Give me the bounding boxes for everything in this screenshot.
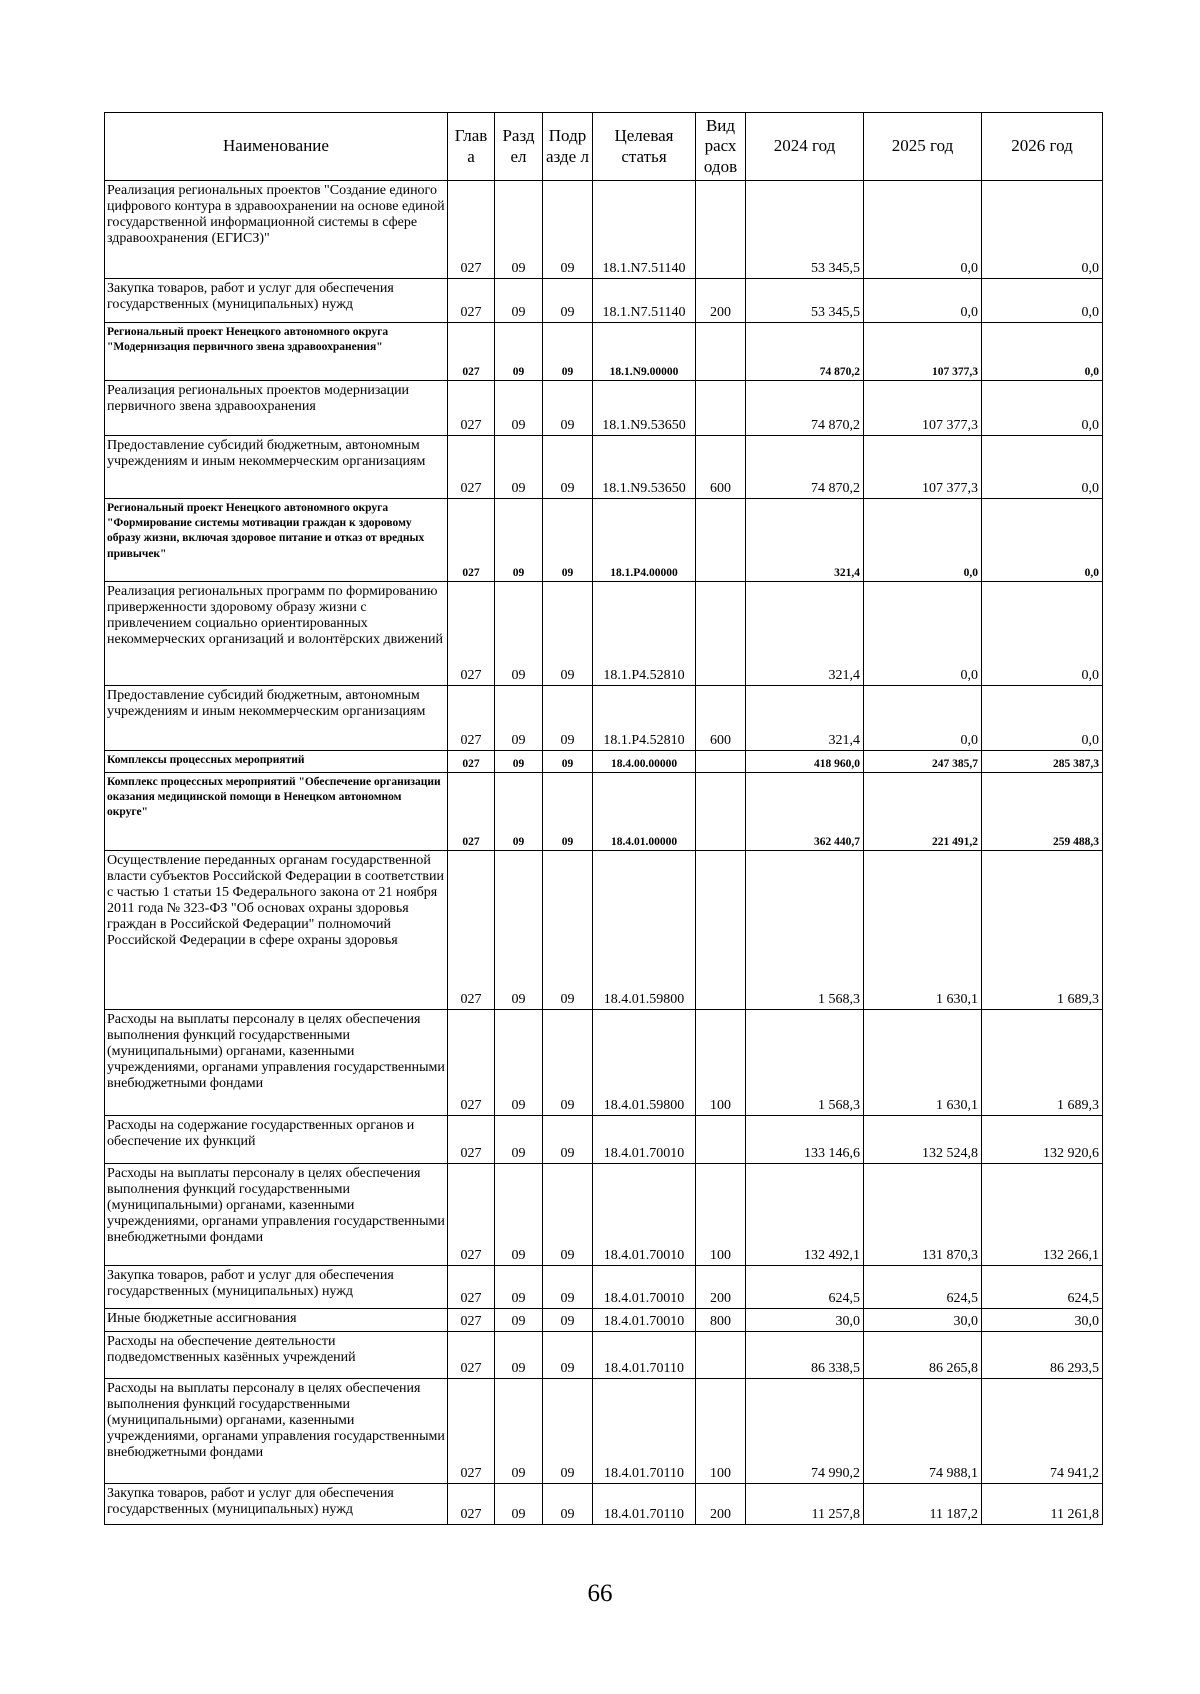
cell-expense-type (696, 773, 746, 851)
table-row (105, 582, 1103, 686)
table-row (105, 1266, 1103, 1309)
cell-2024: 74 870,2 (746, 436, 864, 499)
cell-podrazdel: 09 (543, 1164, 593, 1266)
cell-2026: 0,0 (982, 181, 1103, 279)
cell-target-article: 18.1.N9.00000 (593, 323, 696, 381)
cell-expense-type: 100 (696, 1164, 746, 1266)
cell-target-article: 18.4.01.59800 (593, 1010, 696, 1116)
cell-2025: 0,0 (864, 686, 982, 751)
cell-name: Предоставление субсидий бюджетным, автономным учреждениям и иным некоммерческим организациям (105, 686, 448, 751)
cell-glava: 027 (448, 851, 495, 1010)
cell-2026: 285 387,3 (982, 751, 1103, 773)
cell-glava: 027 (448, 381, 495, 436)
cell-2026: 1 689,3 (982, 851, 1103, 1010)
header-2025: 2025 год (864, 113, 982, 181)
header-podrazdel: Подр азде л (543, 113, 593, 181)
cell-glava: 027 (448, 323, 495, 381)
header-razdel: Разд ел (495, 113, 543, 181)
cell-name: Расходы на выплаты персоналу в целях обеспечения выполнения функций государственными (муниципальными) органами, казенными учреждениями, органами управления государственными внебюджетными фондами (105, 1164, 448, 1266)
cell-glava: 027 (448, 773, 495, 851)
table-row (105, 323, 1103, 381)
cell-2024: 86 338,5 (746, 1332, 864, 1379)
cell-2026: 132 920,6 (982, 1116, 1103, 1164)
cell-target-article: 18.4.01.70010 (593, 1266, 696, 1309)
cell-2024: 321,4 (746, 582, 864, 686)
cell-2026: 0,0 (982, 686, 1103, 751)
budget-table (104, 112, 1103, 1525)
cell-razdel: 09 (495, 181, 543, 279)
cell-podrazdel: 09 (543, 436, 593, 499)
cell-glava: 027 (448, 1309, 495, 1332)
cell-2025: 1 630,1 (864, 1010, 982, 1116)
table-row (105, 1010, 1103, 1116)
cell-podrazdel: 09 (543, 323, 593, 381)
cell-glava: 027 (448, 686, 495, 751)
cell-glava: 027 (448, 1484, 495, 1525)
table-body (105, 181, 1103, 1525)
cell-podrazdel: 09 (543, 1116, 593, 1164)
table-row (105, 1379, 1103, 1484)
cell-razdel: 09 (495, 773, 543, 851)
cell-2026: 259 488,3 (982, 773, 1103, 851)
cell-2026: 0,0 (982, 499, 1103, 582)
cell-expense-type (696, 751, 746, 773)
cell-razdel: 09 (495, 751, 543, 773)
cell-podrazdel: 09 (543, 279, 593, 323)
header-glava: Глав а (448, 113, 495, 181)
cell-2024: 53 345,5 (746, 181, 864, 279)
cell-podrazdel: 09 (543, 1484, 593, 1525)
cell-name: Реализация региональных проектов модернизации первичного звена здравоохранения (105, 381, 448, 436)
cell-2024: 321,4 (746, 499, 864, 582)
table-row (105, 851, 1103, 1010)
cell-podrazdel: 09 (543, 751, 593, 773)
cell-glava: 027 (448, 1332, 495, 1379)
header-name: Наименование (105, 113, 448, 181)
cell-glava: 027 (448, 1379, 495, 1484)
cell-2025: 221 491,2 (864, 773, 982, 851)
cell-target-article: 18.4.00.00000 (593, 751, 696, 773)
cell-podrazdel: 09 (543, 686, 593, 751)
cell-podrazdel: 09 (543, 851, 593, 1010)
cell-razdel: 09 (495, 499, 543, 582)
cell-2025: 30,0 (864, 1309, 982, 1332)
table-row (105, 1484, 1103, 1525)
cell-podrazdel: 09 (543, 582, 593, 686)
cell-razdel: 09 (495, 1266, 543, 1309)
table-row (105, 686, 1103, 751)
cell-2026: 0,0 (982, 323, 1103, 381)
cell-2024: 74 870,2 (746, 323, 864, 381)
cell-2025: 86 265,8 (864, 1332, 982, 1379)
cell-podrazdel: 09 (543, 181, 593, 279)
cell-2025: 132 524,8 (864, 1116, 982, 1164)
cell-2025: 0,0 (864, 279, 982, 323)
cell-2025: 1 630,1 (864, 851, 982, 1010)
cell-glava: 027 (448, 1266, 495, 1309)
cell-2024: 362 440,7 (746, 773, 864, 851)
cell-glava: 027 (448, 499, 495, 582)
cell-2026: 132 266,1 (982, 1164, 1103, 1266)
cell-target-article: 18.1.N7.51140 (593, 181, 696, 279)
cell-razdel: 09 (495, 1379, 543, 1484)
cell-2026: 1 689,3 (982, 1010, 1103, 1116)
cell-podrazdel: 09 (543, 381, 593, 436)
cell-expense-type: 600 (696, 436, 746, 499)
cell-podrazdel: 09 (543, 1332, 593, 1379)
cell-2025: 624,5 (864, 1266, 982, 1309)
cell-razdel: 09 (495, 686, 543, 751)
cell-2026: 0,0 (982, 436, 1103, 499)
cell-expense-type: 800 (696, 1309, 746, 1332)
cell-2026: 624,5 (982, 1266, 1103, 1309)
cell-glava: 027 (448, 582, 495, 686)
table-header-row (105, 113, 1103, 181)
cell-2024: 624,5 (746, 1266, 864, 1309)
cell-name: Расходы на обеспечение деятельности подведомственных казённых учреждений (105, 1332, 448, 1379)
cell-2024: 74 990,2 (746, 1379, 864, 1484)
cell-2026: 30,0 (982, 1309, 1103, 1332)
cell-name: Иные бюджетные ассигнования (105, 1309, 448, 1332)
cell-target-article: 18.1.P4.52810 (593, 686, 696, 751)
cell-expense-type: 100 (696, 1379, 746, 1484)
header-expense-type: Вид расх одов (696, 113, 746, 181)
cell-podrazdel: 09 (543, 1010, 593, 1116)
cell-expense-type: 200 (696, 279, 746, 323)
cell-name: Закупка товаров, работ и услуг для обеспечения государственных (муниципальных) нужд (105, 279, 448, 323)
cell-2024: 1 568,3 (746, 851, 864, 1010)
cell-razdel: 09 (495, 1484, 543, 1525)
cell-2025: 0,0 (864, 181, 982, 279)
cell-glava: 027 (448, 1010, 495, 1116)
cell-expense-type (696, 181, 746, 279)
cell-2024: 133 146,6 (746, 1116, 864, 1164)
cell-name: Комплекс процессных мероприятий "Обеспечение организации оказания медицинской помощи в Ненецком автономном округе" (105, 773, 448, 851)
cell-expense-type: 600 (696, 686, 746, 751)
cell-razdel: 09 (495, 436, 543, 499)
cell-2025: 131 870,3 (864, 1164, 982, 1266)
cell-2024: 30,0 (746, 1309, 864, 1332)
cell-razdel: 09 (495, 1164, 543, 1266)
cell-name: Расходы на выплаты персоналу в целях обеспечения выполнения функций государственными (муниципальными) органами, казенными учреждениями, органами управления государственными внебюджетными фондами (105, 1010, 448, 1116)
cell-target-article: 18.4.01.70010 (593, 1116, 696, 1164)
cell-target-article: 18.4.01.70010 (593, 1309, 696, 1332)
cell-expense-type (696, 1332, 746, 1379)
cell-glava: 027 (448, 1164, 495, 1266)
cell-razdel: 09 (495, 1309, 543, 1332)
cell-name: Реализация региональных программ по формированию приверженности здоровому образу жизни с привлечением социально ориентированных некоммерческих организаций и волонтёрских движений (105, 582, 448, 686)
table-row (105, 436, 1103, 499)
table-row (105, 1309, 1103, 1332)
cell-2024: 418 960,0 (746, 751, 864, 773)
cell-target-article: 18.1.P4.00000 (593, 499, 696, 582)
cell-expense-type: 100 (696, 1010, 746, 1116)
cell-2025: 11 187,2 (864, 1484, 982, 1525)
cell-glava: 027 (448, 751, 495, 773)
cell-2024: 1 568,3 (746, 1010, 864, 1116)
cell-target-article: 18.4.01.70110 (593, 1379, 696, 1484)
cell-2024: 74 870,2 (746, 381, 864, 436)
cell-2024: 132 492,1 (746, 1164, 864, 1266)
table-row (105, 1116, 1103, 1164)
cell-glava: 027 (448, 279, 495, 323)
cell-razdel: 09 (495, 1010, 543, 1116)
cell-2026: 0,0 (982, 279, 1103, 323)
cell-razdel: 09 (495, 1116, 543, 1164)
cell-razdel: 09 (495, 279, 543, 323)
cell-2026: 11 261,8 (982, 1484, 1103, 1525)
cell-target-article: 18.4.01.70110 (593, 1484, 696, 1525)
cell-target-article: 18.1.P4.52810 (593, 582, 696, 686)
cell-expense-type: 200 (696, 1266, 746, 1309)
cell-expense-type (696, 1116, 746, 1164)
cell-2025: 107 377,3 (864, 436, 982, 499)
cell-podrazdel: 09 (543, 1266, 593, 1309)
table-row (105, 1164, 1103, 1266)
cell-target-article: 18.1.N9.53650 (593, 381, 696, 436)
cell-expense-type (696, 499, 746, 582)
table-row (105, 751, 1103, 773)
cell-2025: 247 385,7 (864, 751, 982, 773)
cell-name: Осуществление переданных органам государственной власти субъектов Российской Федерации в соответствии с частью 1 статьи 15 Федерального закона от 21 ноября 2011 года № 323-ФЗ "Об основах охраны здоровья граждан в Российской Федерации" полномочий Российской Федерации в сфере охраны здоровья (105, 851, 448, 1010)
cell-name: Комплексы процессных мероприятий (105, 751, 448, 773)
cell-target-article: 18.4.01.70010 (593, 1164, 696, 1266)
cell-podrazdel: 09 (543, 499, 593, 582)
cell-2024: 321,4 (746, 686, 864, 751)
cell-expense-type (696, 323, 746, 381)
cell-name: Закупка товаров, работ и услуг для обеспечения государственных (муниципальных) нужд (105, 1484, 448, 1525)
cell-2026: 0,0 (982, 582, 1103, 686)
cell-expense-type (696, 381, 746, 436)
cell-name: Региональный проект Ненецкого автономного округа "Модернизация первичного звена здравоохранения" (105, 323, 448, 381)
page-number: 66 (587, 1580, 613, 1607)
table-row (105, 773, 1103, 851)
cell-glava: 027 (448, 436, 495, 499)
cell-podrazdel: 09 (543, 773, 593, 851)
cell-name: Предоставление субсидий бюджетным, автономным учреждениям и иным некоммерческим организациям (105, 436, 448, 499)
cell-razdel: 09 (495, 582, 543, 686)
cell-2025: 107 377,3 (864, 323, 982, 381)
cell-podrazdel: 09 (543, 1379, 593, 1484)
table-row (105, 381, 1103, 436)
cell-razdel: 09 (495, 323, 543, 381)
cell-target-article: 18.4.01.59800 (593, 851, 696, 1010)
cell-expense-type (696, 582, 746, 686)
cell-target-article: 18.1.N9.53650 (593, 436, 696, 499)
cell-2025: 0,0 (864, 499, 982, 582)
cell-name: Региональный проект Ненецкого автономного округа "Формирование системы мотивации граждан к здоровому образу жизни, включая здоровое питание и отказ от вредных привычек" (105, 499, 448, 582)
cell-razdel: 09 (495, 851, 543, 1010)
header-2024: 2024 год (746, 113, 864, 181)
table-row (105, 1332, 1103, 1379)
cell-name: Реализация региональных проектов "Создание единого цифрового контура в здравоохранении на основе единой государственной информационной системы в сфере здравоохранения (ЕГИСЗ)" (105, 181, 448, 279)
cell-2026: 0,0 (982, 381, 1103, 436)
cell-razdel: 09 (495, 1332, 543, 1379)
cell-2024: 53 345,5 (746, 279, 864, 323)
cell-name: Расходы на выплаты персоналу в целях обеспечения выполнения функций государственными (муниципальными) органами, казенными учреждениями, органами управления государственными внебюджетными фондами (105, 1379, 448, 1484)
cell-2024: 11 257,8 (746, 1484, 864, 1525)
cell-2026: 74 941,2 (982, 1379, 1103, 1484)
cell-name: Расходы на содержание государственных органов и обеспечение их функций (105, 1116, 448, 1164)
cell-target-article: 18.4.01.70110 (593, 1332, 696, 1379)
table-row (105, 279, 1103, 323)
table-row (105, 181, 1103, 279)
cell-razdel: 09 (495, 381, 543, 436)
cell-2025: 0,0 (864, 582, 982, 686)
header-target-article: Целевая статья (593, 113, 696, 181)
cell-target-article: 18.1.N7.51140 (593, 279, 696, 323)
cell-2025: 74 988,1 (864, 1379, 982, 1484)
cell-2026: 86 293,5 (982, 1332, 1103, 1379)
cell-expense-type: 200 (696, 1484, 746, 1525)
cell-target-article: 18.4.01.00000 (593, 773, 696, 851)
cell-podrazdel: 09 (543, 1309, 593, 1332)
cell-2025: 107 377,3 (864, 381, 982, 436)
cell-glava: 027 (448, 181, 495, 279)
cell-glava: 027 (448, 1116, 495, 1164)
header-2026: 2026 год (982, 113, 1103, 181)
cell-name: Закупка товаров, работ и услуг для обеспечения государственных (муниципальных) нужд (105, 1266, 448, 1309)
cell-expense-type (696, 851, 746, 1010)
table-row (105, 499, 1103, 582)
